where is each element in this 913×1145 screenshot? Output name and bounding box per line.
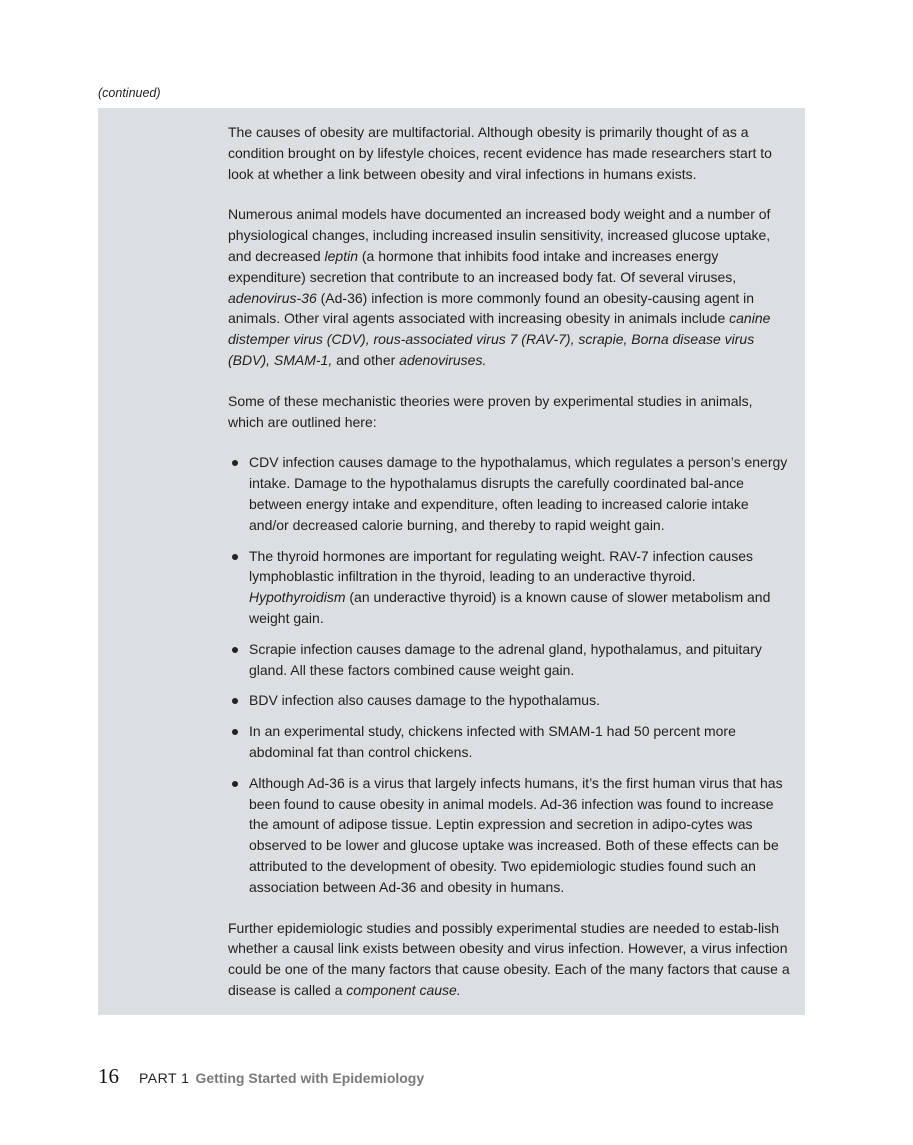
list-item-text: Scrapie infection causes damage to the adrenal gland, hypothalamus, and pituitary gland. All these factors combined cause weight gain.: [249, 640, 762, 678]
paragraph-2-text-c: (a hormone that inhibits food intake and increases energy expenditure) secretion that contribute to an increased body fat. Of several viruses,: [228, 247, 737, 285]
list-item-text-a: The thyroid hormones are important for regulating weight. RAV-7 infection causes lymphoblastic infiltration in the thyroid, leading to an underactive thyroid.: [249, 547, 753, 585]
term-viral-agents: canine distemper virus (CDV), rous-associated virus 7 (RAV-7), scrapie, Borna disease virus (BDV), SMAM-1,: [228, 310, 771, 368]
list-item-text-c: (an underactive thyroid) is a known cause of slower metabolism and weight gain.: [249, 589, 771, 626]
paragraph-4: [228, 918, 790, 1001]
list-item: [249, 773, 790, 898]
bullet-icon: [232, 647, 238, 653]
bullet-icon: [232, 460, 238, 466]
paragraph-2: [228, 204, 790, 370]
term-component-cause: component cause.: [346, 981, 461, 998]
bullet-icon: [232, 554, 238, 560]
term-leptin: leptin: [324, 247, 358, 264]
list-item-text: In an experimental study, chickens infected with SMAM-1 had 50 percent more abdominal fat than control chickens.: [249, 723, 736, 760]
list-item-text: Although Ad-36 is a virus that largely infects humans, it’s the first human virus that has been found to cause obesity in animal models. Ad-36 infection was found to increase the amount of adipose tissue. Leptin expression and secretion in adipo-cytes was observed to be lower and glucose uptake was increased. Both of these effects can be attributed to the development of obesity. Two epidemiologic studies found such an association between Ad-36 and obesity in humans.: [249, 774, 783, 895]
list-item-text: CDV infection causes damage to the hypothalamus, which regulates a person’s energy intake. Damage to the hypothalamus disrupts the carefully coordinated bal-ance between energy intake and expenditure, often leading to increased calorie intake and/or decreased calorie burning, and thereby to rapid weight gain.: [249, 454, 788, 533]
part-title: Getting Started with Epidemiology: [195, 1070, 425, 1086]
bullet-icon: [232, 781, 238, 787]
mechanism-list: [228, 452, 790, 897]
paragraph-4-text: Further epidemiologic studies and possibly experimental studies are needed to estab-lish whether a causal link exists between obesity and virus infection. However, a virus infection could be one of the many factors that cause obesity. Each of the many factors that cause a disease is called a: [228, 919, 790, 998]
term-hypothyroidism: Hypothyroidism: [249, 589, 346, 606]
continued-label: (continued): [98, 86, 161, 100]
list-item: [249, 452, 790, 535]
list-item-text: BDV infection also causes damage to the hypothalamus.: [249, 692, 600, 709]
part-label: PART 1: [139, 1070, 190, 1086]
term-adenoviruses: adenoviruses.: [399, 351, 487, 368]
list-item: [249, 546, 790, 629]
paragraph-2-text-a: Numerous animal models have documented an increased body weight and a number of physiological changes, including increased insulin sensitivity, increased glucose uptake, and decreased: [228, 206, 771, 264]
bullet-icon: [232, 698, 238, 704]
paragraph-3: Some of these mechanistic theories were proven by experimental studies in animals, which are outlined here:: [228, 392, 753, 430]
page-footer: [98, 1064, 424, 1089]
term-adenovirus-36: adenovirus-36: [228, 289, 317, 306]
paragraph-1: The causes of obesity are multifactorial. Although obesity is primarily thought of as a condition brought on by lifestyle choices, recent evidence has made researchers start to look at whether a link between obesity and viral infections in humans exists.: [228, 124, 772, 182]
list-item: [249, 721, 790, 763]
paragraph-2-text-e: (Ad-36) infection is more commonly found an obesity-causing agent in animals. Other viral agents associated with increasing obesity in animals include: [228, 289, 755, 327]
sidebar-content: [228, 122, 790, 1021]
bullet-icon: [232, 729, 238, 735]
list-item: [249, 690, 790, 711]
paragraph-2-text-g: and other: [332, 351, 400, 368]
page-number: 16: [98, 1064, 119, 1088]
list-item: [249, 639, 790, 681]
